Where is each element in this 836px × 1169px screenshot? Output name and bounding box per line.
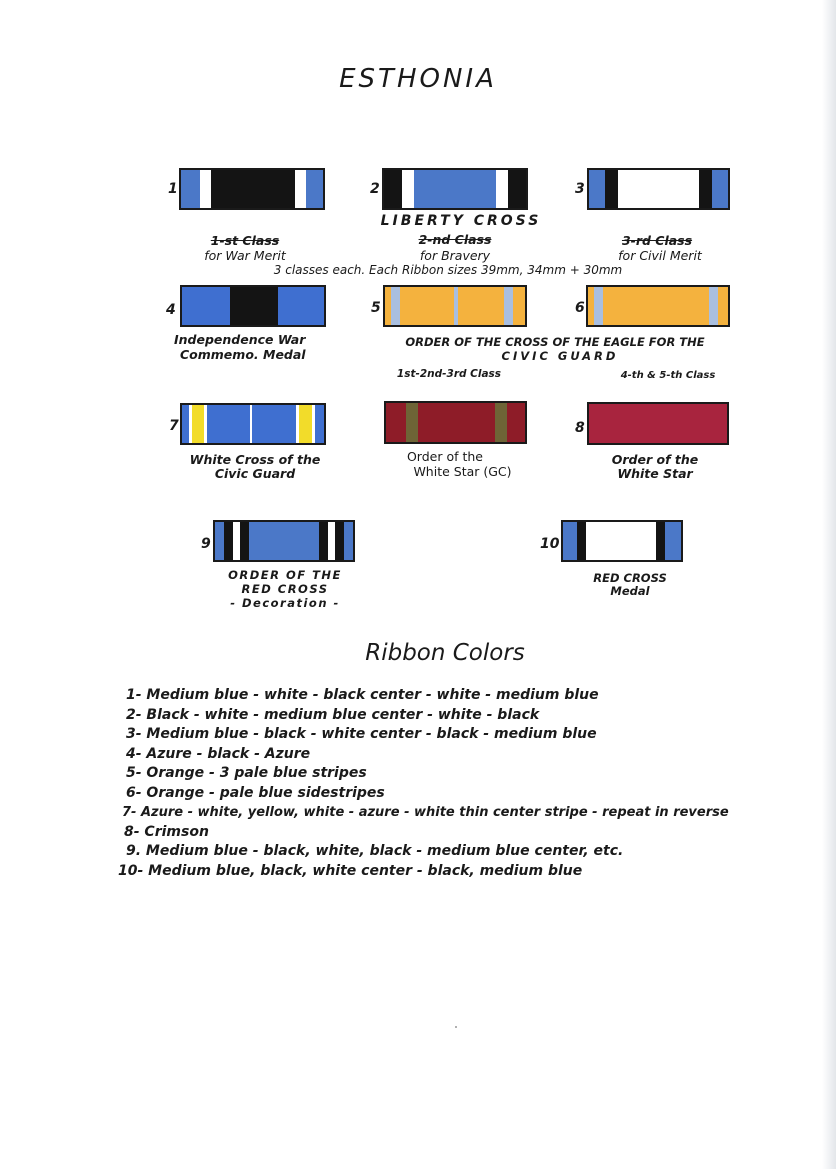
- bravery-label: for Bravery: [419, 248, 491, 263]
- page-title: ESTHONIA: [339, 64, 497, 94]
- ribbon-9-number: 9: [201, 536, 211, 552]
- color-item-1: 1- Medium blue - white - black center - white - medium blue: [126, 687, 599, 703]
- color-item-6: 6- Orange - pale blue sidestripes: [126, 784, 385, 801]
- ribbon-4-label-line1: Independence War: [174, 332, 306, 347]
- ribbon-colors-list: [118, 686, 729, 881]
- civil-merit-label: for Civil Merit: [618, 248, 702, 263]
- color-item-8: 8- Crimson: [124, 823, 209, 840]
- ribbon-4: [180, 285, 326, 327]
- ribbon-10-number: 10: [540, 536, 560, 552]
- class-3-label: 3-rd Class: [621, 233, 693, 248]
- ribbon-8-label-line1: Order of the: [611, 452, 699, 467]
- color-item-10: 10- Medium blue, black, white center - black, medium blue: [118, 862, 583, 879]
- ribbon-9: [213, 520, 355, 562]
- ribbon-1-number: 1: [168, 181, 178, 197]
- color-item-2: 2- Black - white - medium blue center - white - black: [126, 706, 540, 723]
- ribbon-8: [587, 402, 729, 445]
- class-2-label: 2-nd Class: [418, 232, 492, 247]
- white-star-gc-label-line2: White Star (GC): [413, 464, 512, 479]
- color-item-5: 5- Orange - 3 pale blue stripes: [126, 765, 367, 781]
- ribbon-10-label-line1: RED CROSS: [593, 571, 667, 585]
- ribbon-8-label-line2: White Star: [617, 466, 693, 481]
- ribbon-colors-heading: Ribbon Colors: [365, 640, 525, 666]
- page-edge: [822, 0, 836, 1169]
- color-item-3: 3- Medium blue - black - white center - black - medium blue: [126, 726, 597, 742]
- color-item-9: 9. Medium blue - black, white, black - medium blue center, etc.: [126, 843, 624, 859]
- ribbon-8-number: 8: [575, 420, 585, 436]
- ribbon-2: [382, 168, 528, 210]
- ribbon-5: [383, 285, 527, 327]
- class-1-label: 1-st Class: [210, 233, 280, 248]
- ribbon-7: [180, 403, 326, 445]
- white-star-gc-label-line1: Order of the: [406, 449, 484, 464]
- ribbon-4-label-line2: Commemo. Medal: [180, 347, 306, 362]
- ribbon-10-label-line2: Medal: [610, 584, 650, 598]
- war-merit-label: for War Merit: [204, 248, 286, 263]
- ribbon-7-number: 7: [169, 418, 179, 434]
- ribbon-9-label-line3: - Decoration -: [230, 596, 340, 610]
- ribbon-9-label-line1: ORDER OF THE: [228, 568, 342, 582]
- ribbon-4-number: 4: [166, 302, 176, 318]
- ribbon-6: [586, 285, 730, 327]
- ribbon-7-label-line2: Civic Guard: [214, 466, 296, 481]
- eagle-order-label-line2: CIVIC GUARD: [501, 349, 619, 363]
- ribbon-10: [561, 520, 683, 562]
- speck: [455, 1026, 457, 1028]
- ribbon-6-number: 6: [575, 300, 585, 316]
- ribbon-3-number: 3: [575, 181, 585, 197]
- eagle-classes-1-3: 1st-2nd-3rd Class: [396, 368, 502, 380]
- eagle-classes-4-5: 4-th & 5-th Class: [620, 370, 716, 381]
- ribbon-5-number: 5: [371, 300, 381, 316]
- color-item-4: 4- Azure - black - Azure: [126, 745, 311, 762]
- ribbon-sizes-note: 3 classes each. Each Ribbon sizes 39mm, 34mm + 30mm: [273, 263, 623, 277]
- white-star-gc-ribbon: [384, 401, 527, 444]
- ribbon-2-number: 2: [370, 181, 380, 197]
- ribbon-3: [587, 168, 730, 210]
- ribbon-9-label-line2: RED CROSS: [241, 582, 329, 596]
- color-item-7: 7- Azure - white, yellow, white - azure - white thin center stripe - repeat in reverse: [122, 805, 729, 820]
- ribbon-1: [179, 168, 325, 210]
- eagle-order-label-line1: ORDER OF THE CROSS OF THE EAGLE FOR THE: [405, 335, 705, 349]
- ribbon-7-label-line1: White Cross of the: [189, 452, 321, 467]
- liberty-cross-label: LIBERTY CROSS: [380, 213, 542, 229]
